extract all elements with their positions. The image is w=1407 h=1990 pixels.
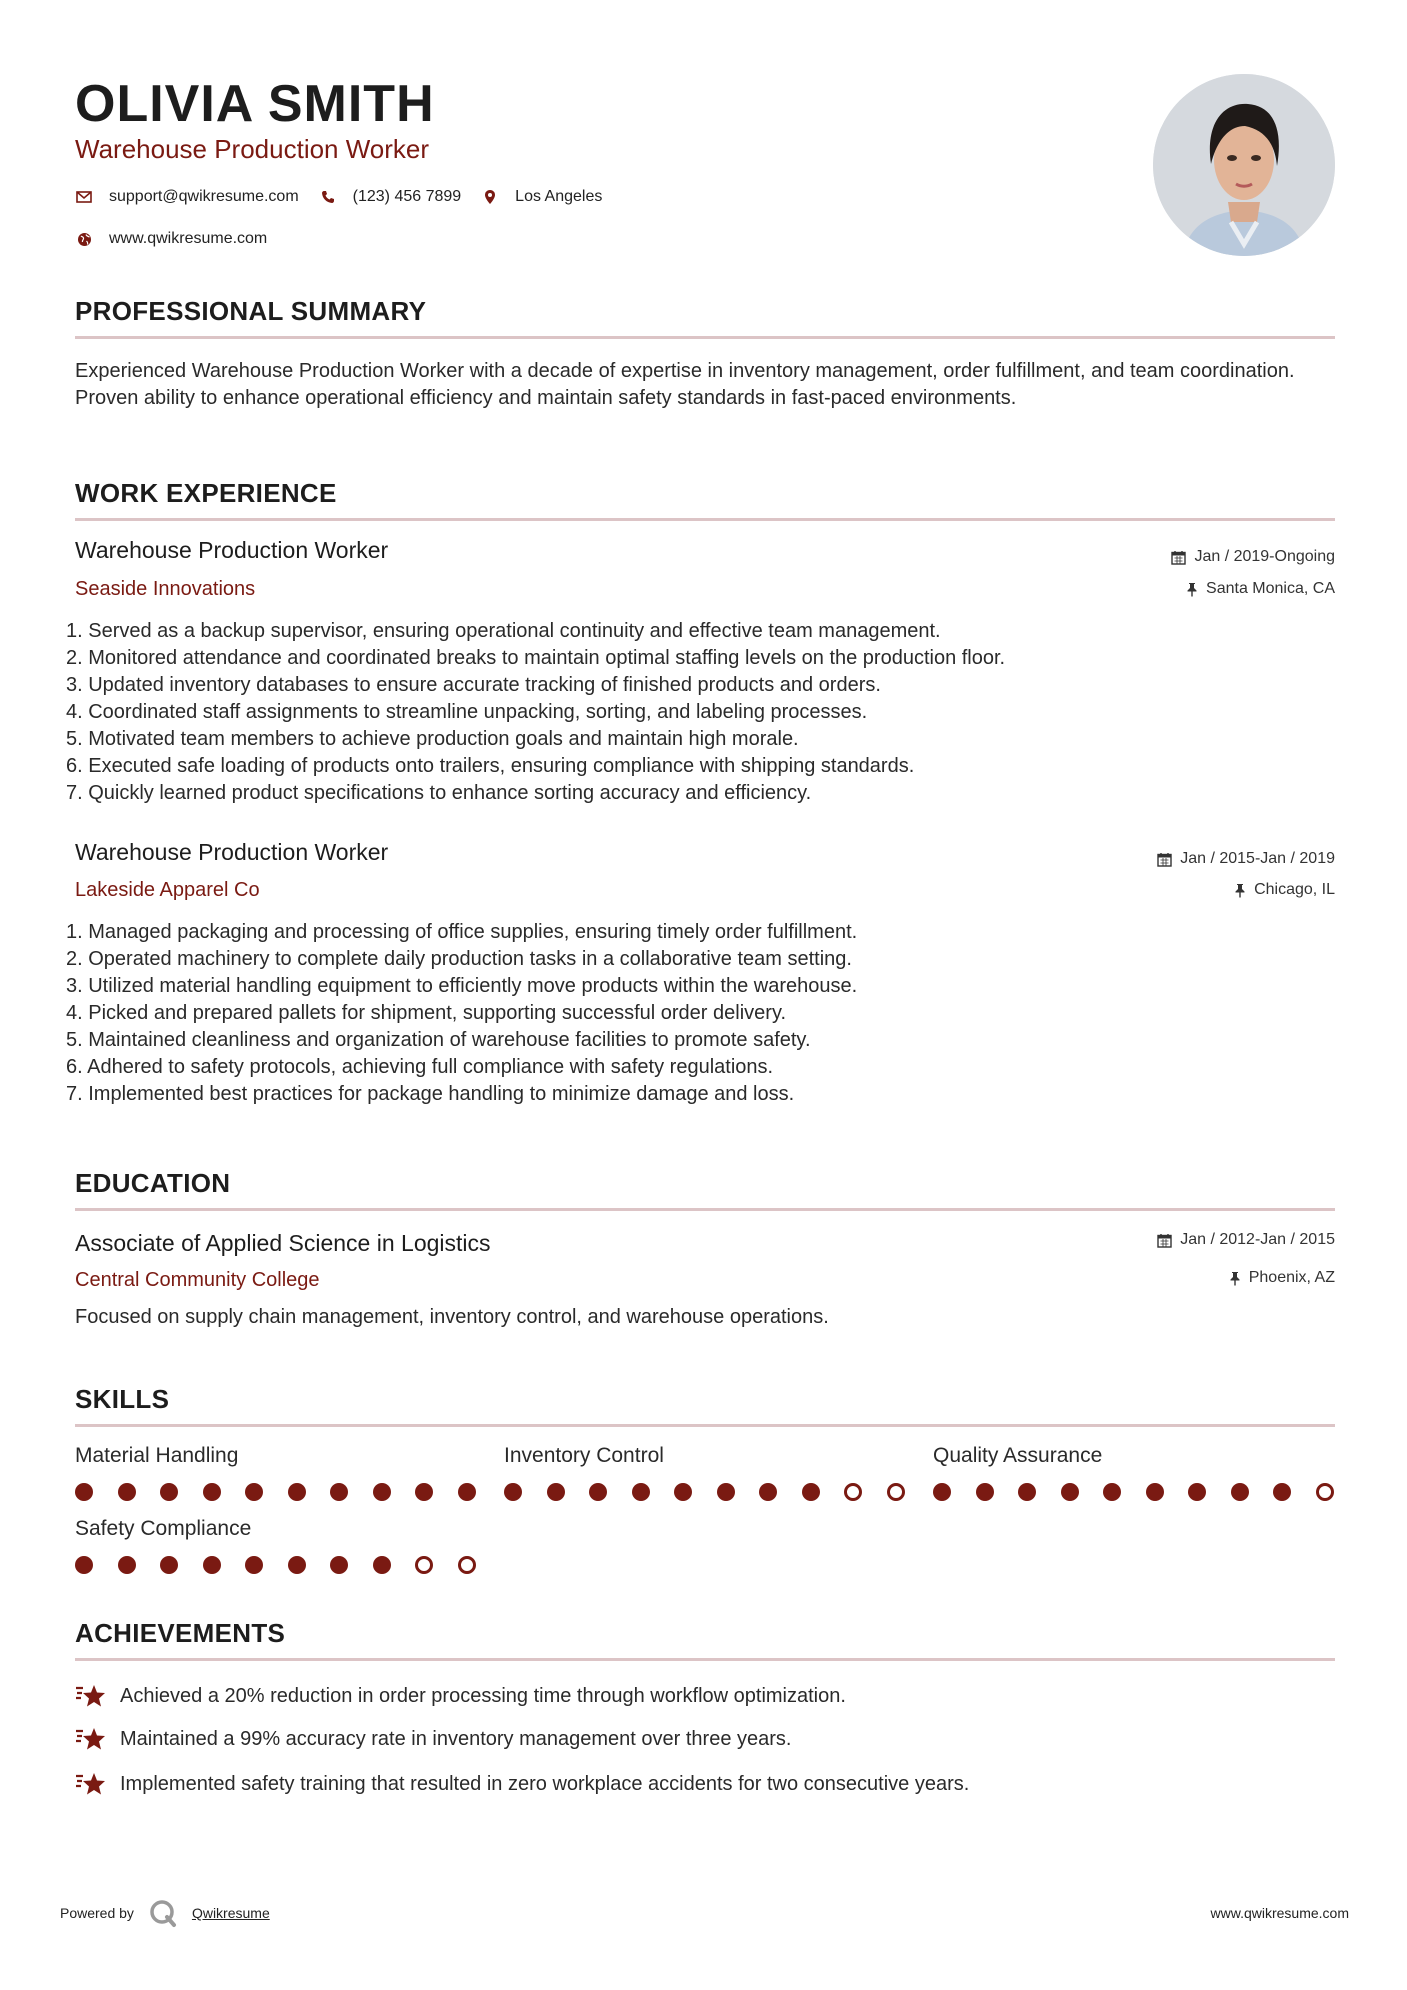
skills-divider [75,1424,1335,1427]
website-text: www.qwikresume.com [109,230,268,247]
list-item: 6. Adhered to safety protocols, achieving full compliance with safety regulations. [66,1056,774,1078]
job-1-title: Warehouse Production Worker [75,537,389,563]
job-1-bullets [66,618,1326,807]
rating-dot-filled [976,1483,994,1501]
achievement-1 [75,1682,846,1710]
list-item: 5. Maintained cleanliness and organization of warehouse facilities to promote safety. [66,1029,811,1051]
rating-dot-filled [458,1483,476,1501]
education-location [1229,1269,1335,1287]
job-1-location [1186,580,1335,598]
rating-dot-empty [415,1556,433,1574]
rating-dot-filled [75,1556,93,1574]
job-2-bullets [66,919,1326,1108]
rating-dot-filled [933,1483,951,1501]
rating-dot-filled [160,1483,178,1501]
qwikresume-link[interactable]: Qwikresume [191,1905,270,1921]
list-item: 3. Utilized material handling equipment to efficiently move products within the warehouse. [66,975,858,997]
achievement-1-text: Achieved a 20% reduction in order processing time through workflow optimization. [120,1684,846,1707]
contact-location [481,188,602,206]
email-text: support@qwikresume.com [109,188,299,205]
skills-section-title: SKILLS [75,1384,170,1414]
contact-website[interactable] [75,230,267,248]
footer-website[interactable]: www.qwikresume.com [1210,1905,1349,1921]
list-item: 5. Motivated team members to achieve production goals and maintain high morale. [66,728,799,750]
location-text: Los Angeles [515,188,603,205]
achievement-3-text: Implemented safety training that resulted in zero workplace accidents for two consecutive years. [120,1772,970,1795]
rating-dot-filled [674,1483,692,1501]
job-1-company: Seaside Innovations [75,578,256,600]
rating-dot-filled [1188,1483,1206,1501]
candidate-role: Warehouse Production Worker [75,134,430,164]
calendar-icon [1157,1233,1172,1248]
calendar-icon [1171,550,1186,565]
contact-phone[interactable] [319,188,462,206]
list-item: 6. Executed safe loading of products onto trailers, ensuring compliance with shipping standards. [66,755,915,777]
rating-dot-filled [632,1483,650,1501]
skill-4-label: Safety Compliance [75,1517,252,1540]
calendar-icon [1157,852,1172,867]
education-dates-text: Jan / 2012-Jan / 2015 [1180,1231,1335,1248]
profile-photo [1153,74,1335,256]
rating-dot-empty [887,1483,905,1501]
job-1-location-text: Santa Monica, CA [1206,580,1335,597]
skill-4-rating [75,1556,500,1574]
list-item: 3. Updated inventory databases to ensure accurate tracking of finished products and orders. [66,674,881,696]
job-2-company: Lakeside Apparel Co [75,879,260,901]
rating-dot-filled [118,1483,136,1501]
rating-dot-filled [1103,1483,1121,1501]
experience-section-title: WORK EXPERIENCE [75,478,337,508]
star-icon [75,1770,107,1798]
pushpin-icon [1234,883,1246,898]
skill-2-label: Inventory Control [504,1444,664,1467]
job-2-location [1234,881,1335,899]
rating-dot-filled [118,1556,136,1574]
qwikresume-logo-icon [148,1898,178,1928]
rating-dot-empty [1316,1483,1334,1501]
rating-dot-filled [1273,1483,1291,1501]
powered-by-text: Powered by [60,1905,134,1921]
rating-dot-empty [844,1483,862,1501]
education-description: Focused on supply chain management, inventory control, and warehouse operations. [75,1306,829,1328]
education-section-title: EDUCATION [75,1168,231,1198]
summary-text: Experienced Warehouse Production Worker with a decade of expertise in inventory management, order fulfillment, and team coordination. Proven ability to enhance operational efficiency and maintain safety standards in fast-paced environments. [75,360,1295,409]
pushpin-icon [1186,582,1198,597]
rating-dot-filled [288,1483,306,1501]
achievement-2-text: Maintained a 99% accuracy rate in inventory management over three years. [120,1727,792,1750]
phone-text: (123) 456 7899 [352,188,462,205]
rating-dot-filled [759,1483,777,1501]
rating-dot-filled [203,1556,221,1574]
job-2-location-text: Chicago, IL [1254,881,1335,898]
rating-dot-filled [330,1483,348,1501]
skill-3-rating [933,1483,1358,1501]
contact-email[interactable] [75,188,299,206]
education-degree: Associate of Applied Science in Logistics [75,1230,491,1256]
education-location-text: Phoenix, AZ [1248,1269,1335,1286]
rating-dot-filled [589,1483,607,1501]
map-pin-icon [481,188,499,206]
achievement-2 [75,1725,791,1753]
phone-icon [319,188,337,206]
list-item: 2. Operated machinery to complete daily production tasks in a collaborative team setting. [66,948,852,970]
rating-dot-filled [1231,1483,1249,1501]
rating-dot-filled [373,1556,391,1574]
rating-dot-filled [288,1556,306,1574]
globe-icon [75,230,93,248]
skill-2-rating [504,1483,929,1501]
summary-section-title: PROFESSIONAL SUMMARY [75,296,427,326]
rating-dot-filled [717,1483,735,1501]
skill-3-label: Quality Assurance [933,1444,1103,1467]
job-1-dates-text: Jan / 2019-Ongoing [1194,548,1335,565]
footer-powered-by [60,1898,270,1928]
rating-dot-filled [1018,1483,1036,1501]
candidate-name: OLIVIA SMITH [75,75,435,133]
rating-dot-filled [373,1483,391,1501]
achievement-3 [75,1770,969,1798]
achievements-section-title: ACHIEVEMENTS [75,1618,286,1648]
list-item: 7. Implemented best practices for package handling to minimize damage and loss. [66,1083,795,1105]
envelope-icon [75,188,93,206]
education-school: Central Community College [75,1269,320,1291]
rating-dot-filled [504,1483,522,1501]
rating-dot-filled [160,1556,178,1574]
pushpin-icon [1229,1271,1241,1286]
list-item: 1. Managed packaging and processing of office supplies, ensuring timely order fulfillment. [66,921,858,943]
list-item: 7. Quickly learned product specifications to enhance sorting accuracy and efficiency. [66,782,812,804]
skill-1-label: Material Handling [75,1444,239,1467]
rating-dot-filled [245,1483,263,1501]
education-divider [75,1208,1335,1211]
rating-dot-filled [1146,1483,1164,1501]
list-item: 1. Served as a backup supervisor, ensuring operational continuity and effective team management. [66,620,941,642]
rating-dot-filled [1061,1483,1079,1501]
list-item: 4. Coordinated staff assignments to streamline unpacking, sorting, and labeling processes. [66,701,868,723]
list-item: 2. Monitored attendance and coordinated breaks to maintain optimal staffing levels on the production floor. [66,647,1006,669]
rating-dot-empty [458,1556,476,1574]
skill-1-rating [75,1483,500,1501]
contact-row-1 [75,188,622,206]
achievements-divider [75,1658,1335,1661]
rating-dot-filled [802,1483,820,1501]
education-dates [1157,1231,1335,1249]
rating-dot-filled [245,1556,263,1574]
rating-dot-filled [415,1483,433,1501]
star-icon [75,1682,107,1710]
star-icon [75,1725,107,1753]
job-2-dates-text: Jan / 2015-Jan / 2019 [1180,850,1335,867]
rating-dot-filled [203,1483,221,1501]
contact-row-2 [75,230,287,248]
summary-divider [75,336,1335,339]
list-item: 4. Picked and prepared pallets for shipment, supporting successful order delivery. [66,1002,787,1024]
job-1-dates [1171,548,1335,566]
rating-dot-filled [75,1483,93,1501]
job-2-dates [1157,850,1335,868]
rating-dot-filled [547,1483,565,1501]
experience-divider [75,518,1335,521]
job-2-title: Warehouse Production Worker [75,839,389,865]
rating-dot-filled [330,1556,348,1574]
